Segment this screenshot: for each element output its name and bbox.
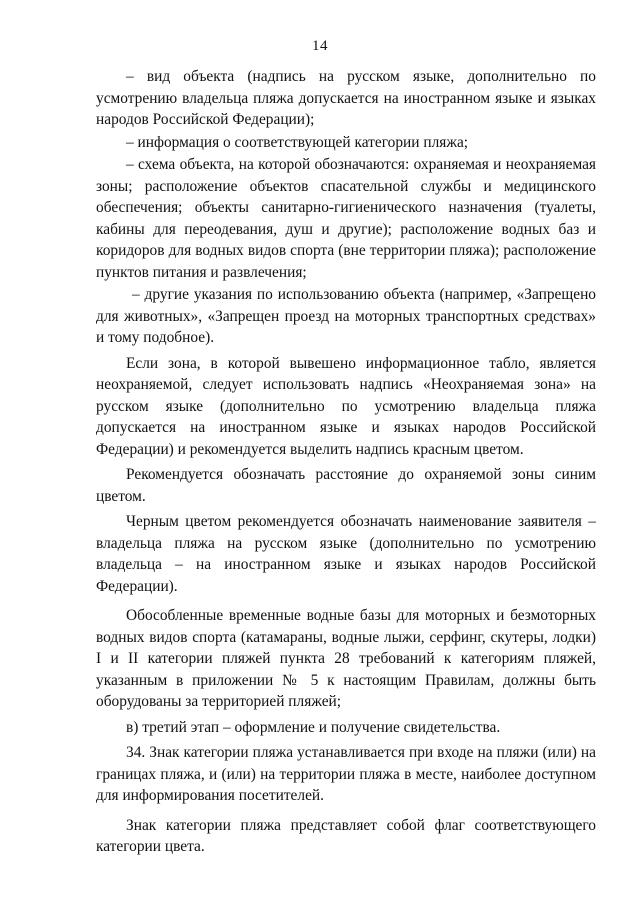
page-number: 14	[312, 38, 328, 54]
paragraph-third-stage: в) третий этап – оформление и получение свидетельства.	[126, 718, 501, 736]
paragraph-object-type: – вид объекта (надпись на русском языке, дополнительно по усмотрению владельца пляжа допускается на иностранном языке и языках народов Российской Федерации);	[96, 68, 596, 128]
paragraph-category-info: – информация о соответствующей категории пляжа;	[126, 133, 469, 151]
document-body	[96, 66, 596, 862]
paragraph-object-scheme: – схема объекта, на которой обозначаются: охраняемая и неохраняемая зоны; расположение объектов спасательной службы и медицинского обеспечения; объекты санитарно-гигиенического назначения (туалеты, кабины для переодевания, душ и другие); расположение водных баз и коридоров для водных видов спорта (вне территории пляжа); расположение пунктов питания и развлечения;	[96, 156, 596, 281]
paragraph-other-instructions: – другие указания по использованию объекта (например, «Запрещено для животных», «Запрещен проезд на моторных транспортных средствах» и тому подобное).	[96, 286, 596, 346]
paragraph-distance-blue: Рекомендуется обозначать расстояние до охраняемой зоны синим цветом.	[96, 466, 596, 505]
paragraph-unguarded-zone: Если зона, в которой вывешено информационное табло, является неохраняемой, следует использовать надпись «Неохраняемая зона» на русском языке (дополнительно по усмотрению владельца пляжа допускается на иностранном языке и языках народов Российской Федерации) и рекомендуется выделить надпись красным цветом.	[96, 354, 596, 458]
paragraph-category-flag: Знак категории пляжа представляет собой флаг соответствующего категории цвета.	[96, 816, 596, 855]
paragraph-applicant-black: Черным цветом рекомендуется обозначать наименование заявителя – владельца пляжа на русском языке (дополнительно по усмотрению владельца – на иностранном языке и языках народов Российской Федерации).	[96, 513, 596, 595]
paragraph-water-bases: Обособленные временные водные базы для моторных и безмоторных водных видов спорта (катамараны, водные лыжи, серфинг, скутеры, лодки) I и II категории пляжей пункта 28 требований к категориям пляжей, указанным в приложении № 5 к настоящим Правилам, должны быть оборудованы за территорией пляжей;	[96, 607, 596, 710]
paragraph-item-34: 34. Знак категории пляжа устанавливается при входе на пляжи (или) на границах пляжа, и (или) на территории пляжа в месте, наиболее доступном для информирования посетителей.	[96, 744, 596, 804]
